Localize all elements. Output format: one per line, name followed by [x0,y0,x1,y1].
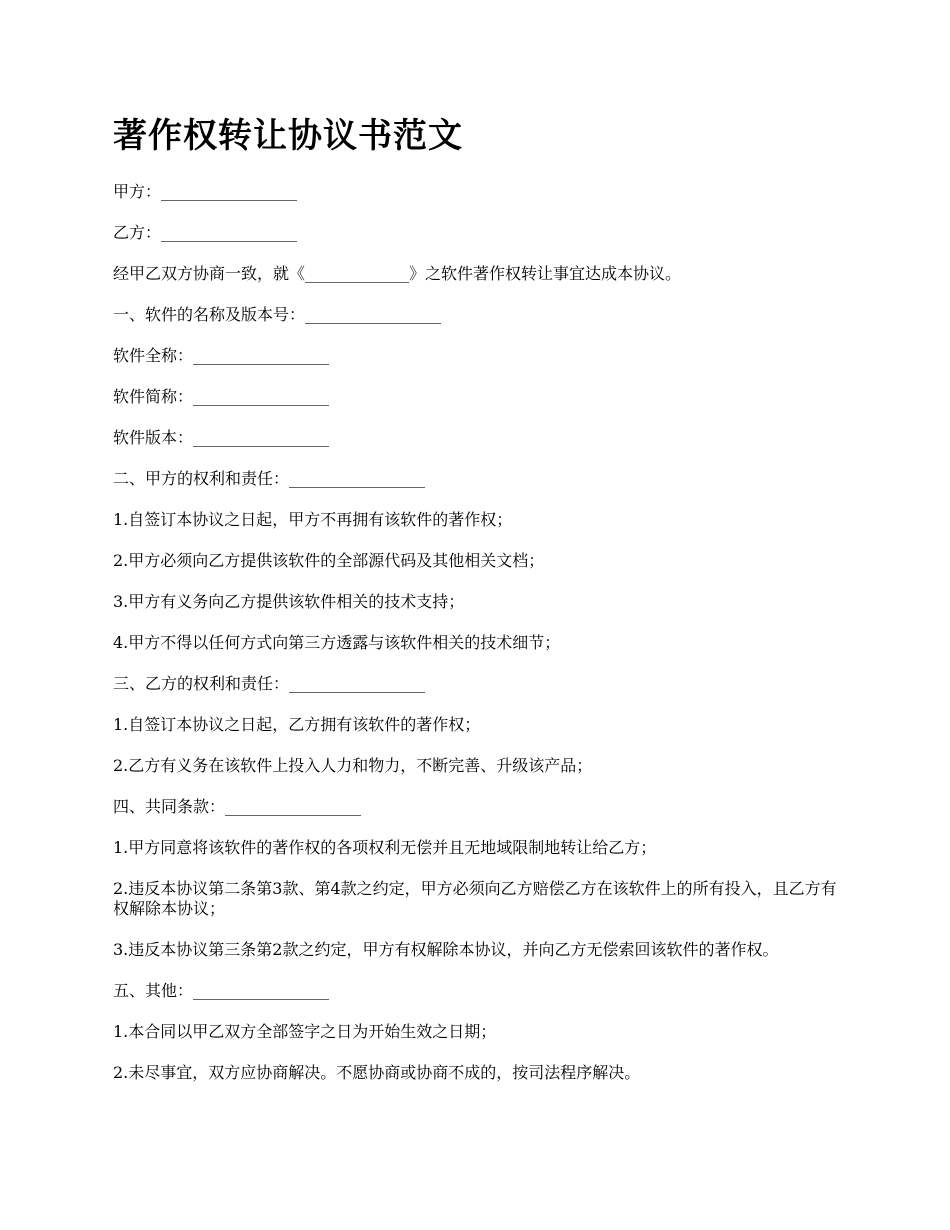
section-3-clause-2: 2.乙方有义务在该软件上投入人力和物力，不断完善、升级该产品； [113,756,593,775]
section-4-clause-2: 2.违反本协议第二条第3款、第4款之约定，甲方必须向乙方赔偿乙方在该软件上的所有投入，且乙方有权解除本协议； [113,879,837,918]
section-1-heading: 一、软件的名称及版本号：_________________ [113,305,442,324]
section-2-clause-4: 4.甲方不得以任何方式向第三方透露与该软件相关的技术细节； [113,633,561,652]
section-3-heading: 三、乙方的权利和责任：_________________ [113,674,426,693]
party-b-line: 乙方：_________________ [113,223,298,242]
section-2-clause-1: 1.自签订本协议之日起，甲方不再拥有该软件的著作权； [113,510,513,529]
section-3-clause-1: 1.自签订本协议之日起，乙方拥有该软件的著作权； [113,715,481,734]
preamble-paragraph: 经甲乙双方协商一致，就《_____________》之软件著作权转让事宜达成本协议。 [113,264,682,283]
document-page [113,112,838,1104]
section-2-heading: 二、甲方的权利和责任：_________________ [113,469,426,488]
party-a-line: 甲方：_________________ [113,182,298,201]
section-5-clause-1: 1.本合同以甲乙双方全部签字之日为开始生效之日期； [113,1022,497,1041]
section-4-heading: 四、共同条款：_________________ [113,797,362,816]
section-4-clause-1: 1.甲方同意将该软件的著作权的各项权利无偿并且无地域限制地转让给乙方； [113,838,657,857]
section-2-clause-3: 3.甲方有义务向乙方提供该软件相关的技术支持； [113,592,465,611]
page-title: 著作权转让协议书范文 [113,116,463,156]
software-short-name-line: 软件简称：_________________ [113,387,330,406]
section-2-clause-2: 2.甲方必须向乙方提供该软件的全部源代码及其他相关文档； [113,551,545,570]
software-version-line: 软件版本：_________________ [113,428,330,447]
section-5-clause-2: 2.未尽事宜，双方应协商解决。不愿协商或协商不成的，按司法程序解决。 [113,1063,641,1082]
section-4-clause-3: 3.违反本协议第三条第2款之约定，甲方有权解除本协议，并向乙方无偿索回该软件的著作权。 [113,940,779,959]
software-full-name-line: 软件全称：_________________ [113,346,330,365]
section-5-heading: 五、其他：_________________ [113,981,330,1000]
